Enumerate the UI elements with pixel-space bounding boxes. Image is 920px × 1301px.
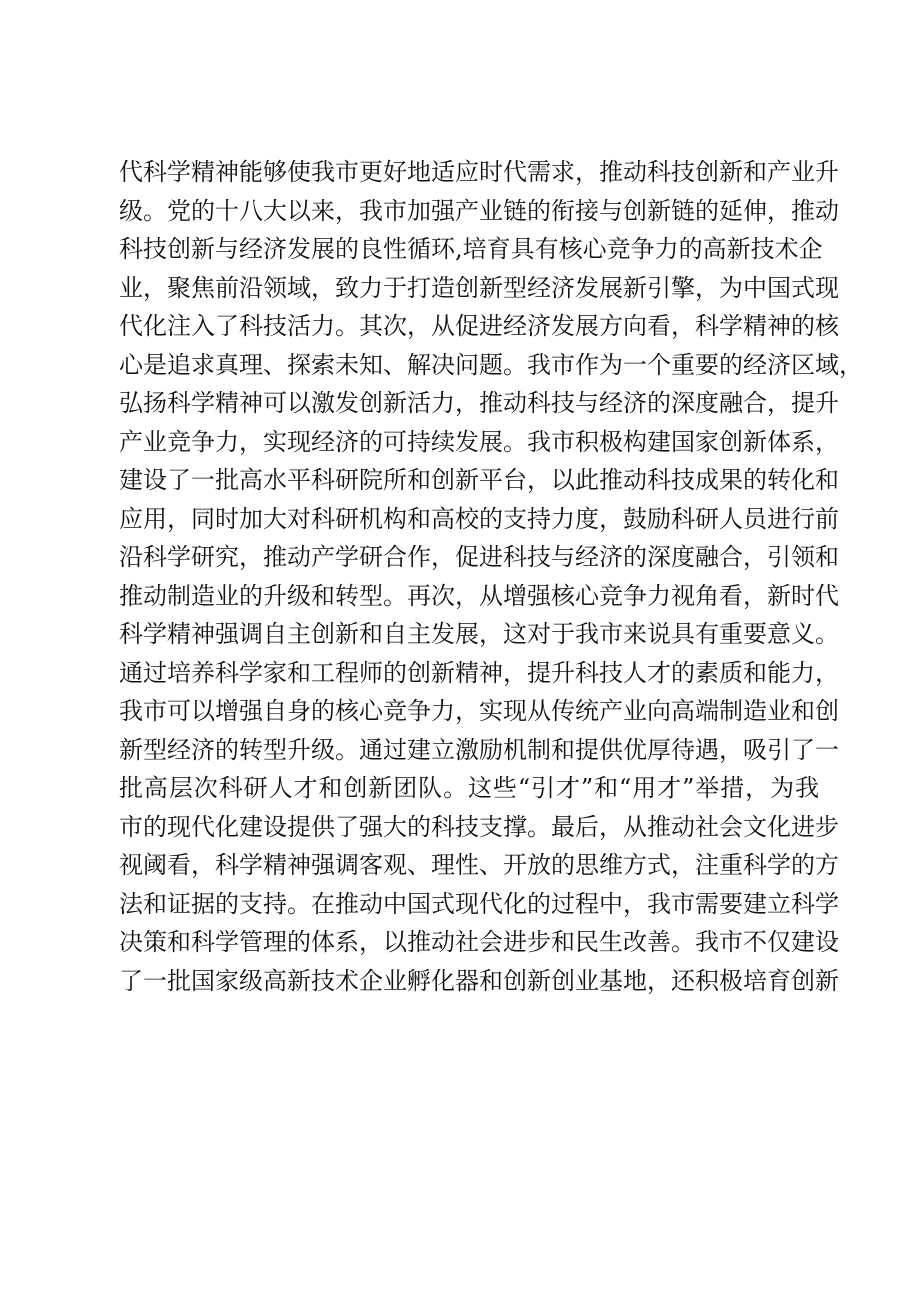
text-line: 决策和科学管理的体系，以推动社会进步和民生改善。我市不仅建设 <box>119 928 839 956</box>
text-line: 应用，同时加大对科研机构和高校的支持力度，鼓励科研人员进行前 <box>119 504 839 533</box>
text-line: 科技创新与经济发展的良性循环,培育具有核心竞争力的高新技术企 <box>119 235 823 263</box>
text-line: 代科学精神能够使我市更好地适应时代需求，推动科技创新和产业升 <box>119 158 839 186</box>
text-line: 建设了一批高水平科研院所和创新平台，以此推动科技成果的转化和 <box>119 466 839 494</box>
text-line: 心是追求真理、探索未知、解决问题。我市作为一个重要的经济区域， <box>119 350 863 379</box>
text-line: 推动制造业的升级和转型。再次，从增强核心竞争力视角看，新时代 <box>119 581 839 610</box>
text-line: 科学精神强调自主创新和自主发展，这对于我市来说具有重要意义。 <box>119 620 839 648</box>
text-line: 我市可以增强自身的核心竞争力，实现从传统产业向高端制造业和创 <box>119 697 839 725</box>
text-line: 业，聚焦前沿领域，致力于打造创新型经济发展新引擎，为中国式现 <box>119 273 839 302</box>
text-line: 批高层次科研人才和创新团队。这些“引才”和“用才”举措，为我 <box>119 774 819 802</box>
text-line: 法和证据的支持。在推动中国式现代化的过程中，我市需要建立科学 <box>119 889 839 918</box>
text-line: 弘扬科学精神可以激发创新活力，推动科技与经济的深度融合，提升 <box>119 389 839 417</box>
body-paragraph <box>119 153 863 1000</box>
text-line: 代化注入了科技活力。其次，从促进经济发展方向看，科学精神的核 <box>119 312 839 340</box>
text-line: 级。党的十八大以来，我市加强产业链的衔接与创新链的延伸，推动 <box>119 196 839 225</box>
text-line: 沿科学研究，推动产学研合作，促进科技与经济的深度融合，引领和 <box>119 543 839 571</box>
text-line: 市的现代化建设提供了强大的科技支撑。最后，从推动社会文化进步 <box>119 812 839 841</box>
text-line: 新型经济的转型升级。通过建立激励机制和提供优厚待遇，吸引了一 <box>119 735 839 764</box>
text-line: 视阈看，科学精神强调客观、理性、开放的思维方式，注重科学的方 <box>119 851 839 879</box>
text-line: 了一批国家级高新技术企业孵化器和创新创业基地，还积极培育创新 <box>119 966 839 995</box>
text-line: 产业竞争力，实现经济的可持续发展。我市积极构建国家创新体系， <box>119 427 839 456</box>
text-line: 通过培养科学家和工程师的创新精神，提升科技人才的素质和能力， <box>119 658 839 687</box>
